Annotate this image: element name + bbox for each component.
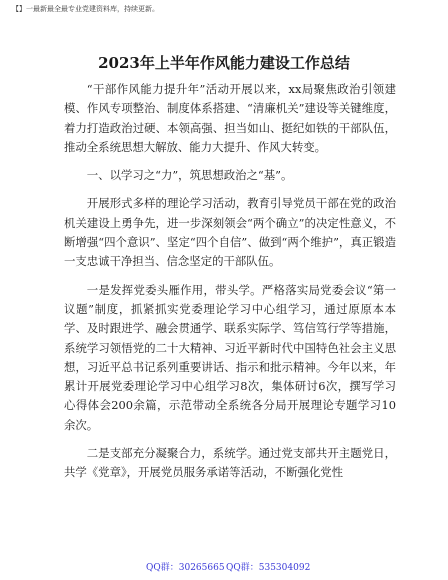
paragraph-party-committee: 一是发挥党委头雁作用，带头学。严格落实局党委会议“第一议题”制度，抓紧抓实党委理论学习中心组学习，通过原原本本学、及时跟进学、融会贯通学、联系实际学、笃信笃行学等措施，系统学习领悟党的二十大精神、习近平新时代中国特色社会主义思想，习近平总书记系列重要讲话、指示和批示精神。今年以来，年累计开展党委理论学习中心组学习8次，集体研讨6次，撰写学习心得体会200余篇，示范带动全系统各分局开展理论专题学习10余次。 — [64, 282, 396, 432]
paragraph-intro: “干部作风能力提升年”活动开展以来，xx局聚焦政治引领建模、作风专项整治、制度体系搭建、“清廉机关”建设等关键维度，着力打造政治过硬、本领高强、担当如山、挺纪如铁的干部队伍，推动全系统思想大解放、能力大提升、作风大转变。 — [64, 82, 396, 154]
qq-group-2: QQ群：535304092 — [226, 563, 311, 573]
paragraph-branch: 二是支部充分凝聚合力，系统学。通过党支部共开主题党日，共学《党章》，开展党员服务承诺等活动，不断强化党性 — [64, 446, 396, 480]
header-note: 【】一最新最全最专业党建资料库，持续更新。 — [12, 5, 159, 13]
document-body — [64, 80, 396, 492]
paragraph-theory-study: 开展形式多样的理论学习活动，教育引导党员干部在党的政治机关建设上勇争先，进一步深刻领会“两个确立”的决定性意义，不断增强“四个意识”、坚定“四个自信”、做到“两个维护”，真正锻造一支忠诚干净担当、信念坚定的干部队伍。 — [64, 196, 396, 269]
section-heading-1: 一、以学习之“力”，筑思想政治之“基”。 — [86, 168, 293, 183]
qq-group-1: QQ群：30265665 — [146, 563, 225, 573]
document-title: 2023年上半年作风能力建设工作总结 — [98, 54, 350, 72]
